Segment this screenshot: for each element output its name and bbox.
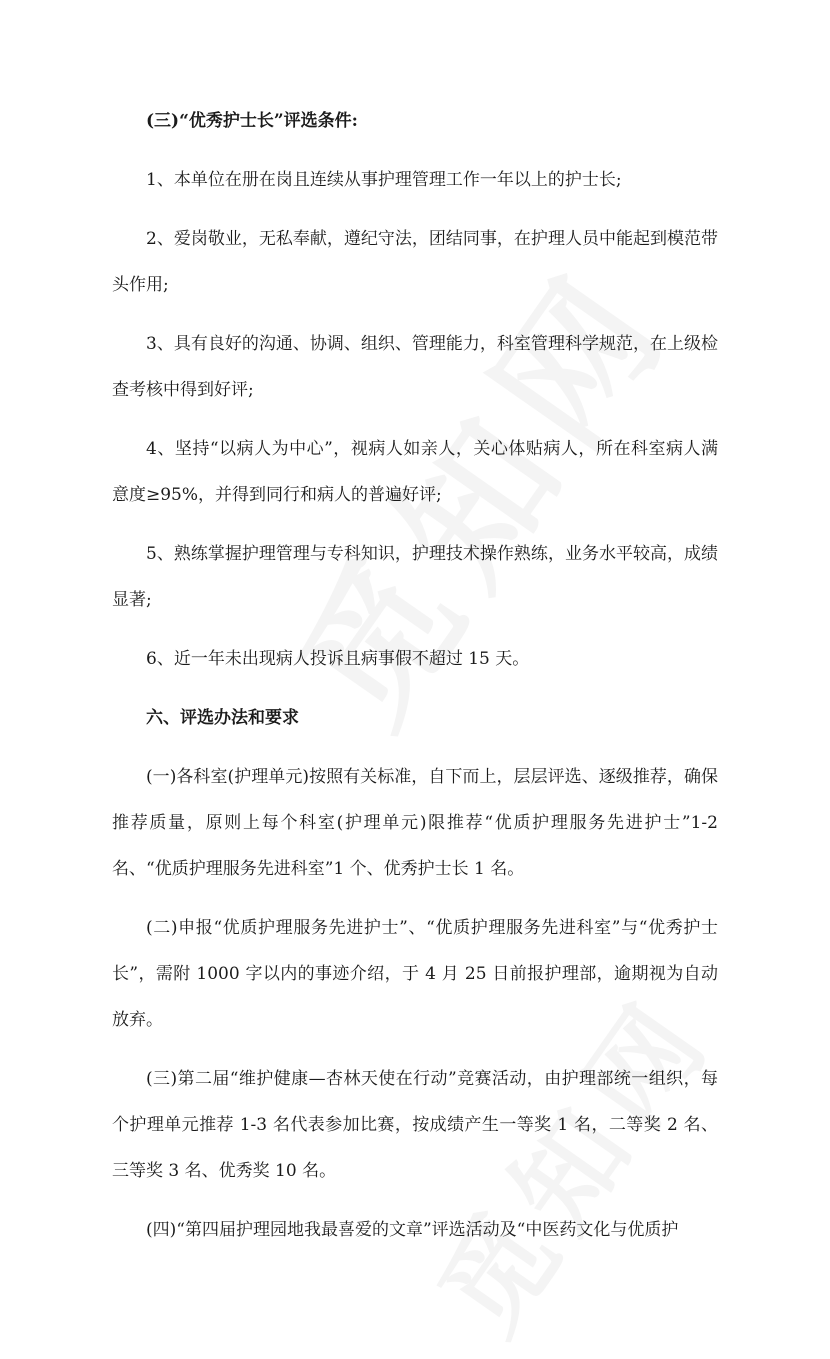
requirement-1: (一)各科室(护理单元)按照有关标准，自下而上，层层评选、逐级推荐，确保推荐质量，原则上每个科室(护理单元)限推荐“优质护理服务先进护士”1-2 名、“优质护理服务先进科室”1 个、优秀护士长 1 名。 bbox=[112, 767, 724, 879]
section-6-heading: 六、评选办法和要求 bbox=[146, 708, 299, 728]
requirement-3: (三)第二届“维护健康—杏林天使在行动”竞赛活动，由护理部统一组织，每个护理单元推荐 1-3 名代表参加比赛，按成绩产生一等奖 1 名，二等奖 2 名、三等奖 3 名、优秀奖 10 名。 bbox=[112, 1069, 718, 1181]
criteria-item-3: 3、具有良好的沟通、协调、组织、管理能力，科室管理科学规范，在上级检查考核中得到好评; bbox=[112, 334, 718, 400]
criteria-item-5: 5、熟练掌握护理管理与专科知识，护理技术操作熟练，业务水平较高，成绩显著; bbox=[112, 544, 718, 610]
document-body bbox=[112, 98, 724, 1253]
criteria-item-4: 4、坚持“以病人为中心”，视病人如亲人，关心体贴病人，所在科室病人满意度≥95%，并得到同行和病人的普遍好评; bbox=[112, 439, 718, 505]
requirement-2: (二)申报“优质护理服务先进护士”、“优质护理服务先进科室”与“优秀护士长”，需附 1000 字以内的事迹介绍，于 4 月 25 日前报护理部，逾期视为自动放弃。 bbox=[112, 918, 718, 1030]
criteria-item-6: 6、近一年未出现病人投诉且病事假不超过 15 天。 bbox=[146, 649, 530, 669]
requirement-4: (四)“第四届护理园地我最喜爱的文章”评选活动及“中医药文化与优质护 bbox=[146, 1220, 679, 1240]
criteria-item-1: 1、本单位在册在岗且连续从事护理管理工作一年以上的护士长; bbox=[146, 170, 622, 190]
section-3-heading: (三)“优秀护士长”评选条件: bbox=[146, 111, 358, 131]
criteria-item-2: 2、爱岗敬业，无私奉献，遵纪守法，团结同事，在护理人员中能起到模范带头作用; bbox=[112, 229, 718, 295]
